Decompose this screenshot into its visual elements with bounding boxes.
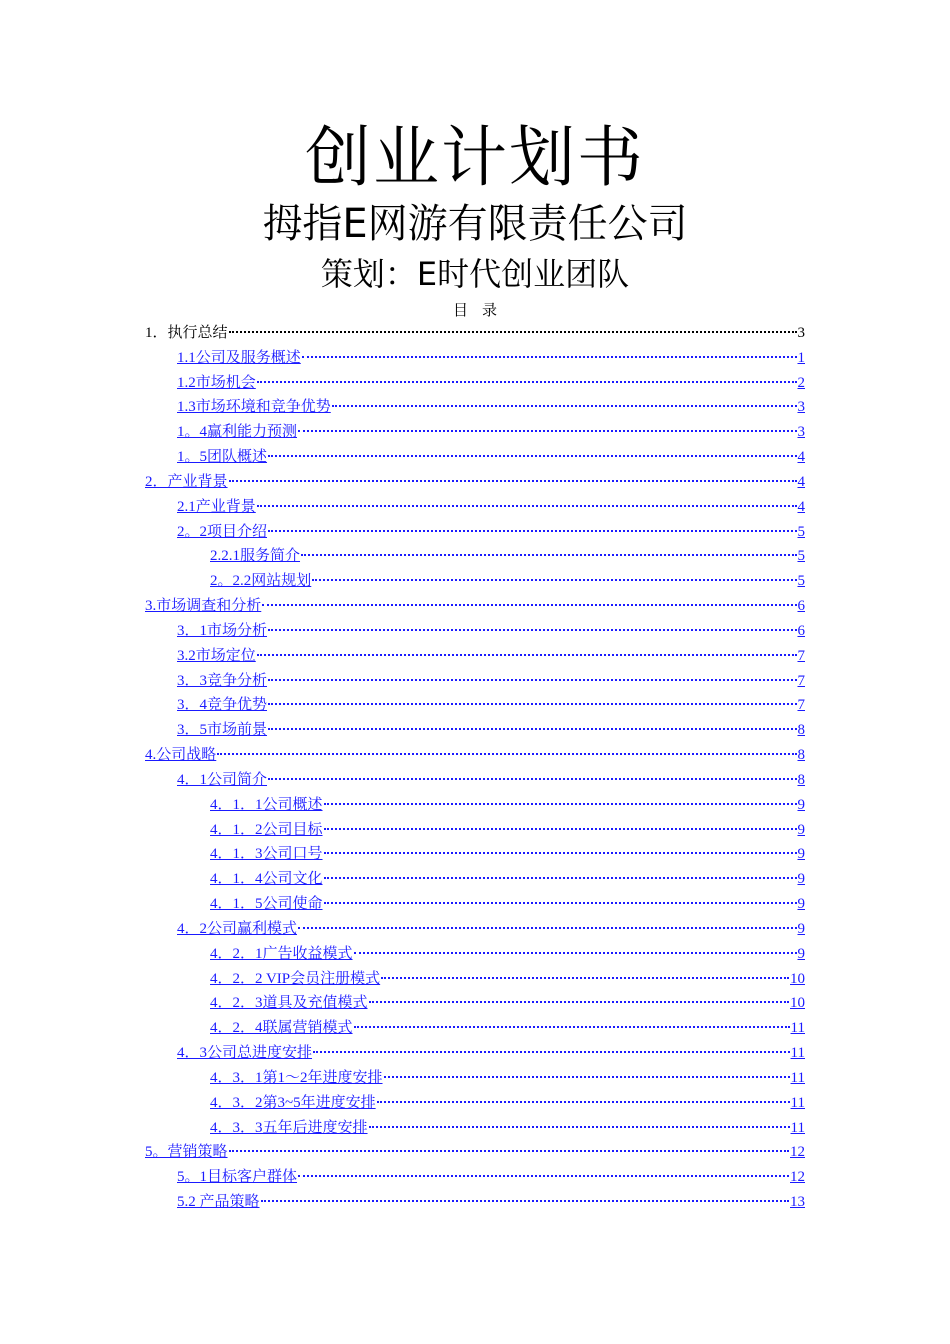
- toc-dot-leader: [369, 1126, 790, 1128]
- toc-entry[interactable]: [145, 470, 805, 494]
- toc-entry-label: 4．1．4公司文化: [210, 871, 323, 888]
- toc-dot-leader: [262, 604, 796, 606]
- toc-entry-page-number: 8: [797, 747, 805, 764]
- toc-entry-label: 4．3．3五年后进度安排: [210, 1119, 368, 1136]
- toc-entry-page-number: 9: [797, 871, 805, 888]
- toc-entry-page-number: 6: [797, 598, 805, 615]
- toc-entry-label: 5.2 产品策略: [177, 1194, 260, 1211]
- toc-entry-page-number: 12: [790, 1144, 805, 1161]
- toc-entry: [145, 321, 805, 345]
- toc-dot-leader: [324, 828, 797, 830]
- toc-dot-leader: [312, 579, 796, 581]
- toc-entry-label: 4．1．5公司使命: [210, 896, 323, 913]
- toc-entry[interactable]: [177, 445, 805, 469]
- company-name: 拇指E网游有限责任公司: [262, 201, 688, 247]
- toc-dot-leader: [217, 753, 796, 755]
- toc-entry-page-number: 9: [797, 796, 805, 813]
- toc-entry-page-number: 5: [797, 573, 805, 590]
- toc-dot-leader: [332, 405, 797, 407]
- toc-entry[interactable]: [177, 346, 805, 370]
- toc-entry[interactable]: [210, 892, 805, 916]
- toc-entry-label: 3.2市场定位: [177, 647, 256, 664]
- toc-dot-leader: [324, 803, 797, 805]
- toc-entry-page-number: 8: [797, 722, 805, 739]
- document-title: 创业计划书: [305, 119, 645, 196]
- toc-entry[interactable]: [145, 743, 805, 767]
- toc-entry-label: 2。2项目介绍: [177, 523, 268, 540]
- toc-entry[interactable]: [210, 818, 805, 842]
- toc-entry-label: 4．1公司简介: [177, 771, 268, 788]
- toc-entry[interactable]: [210, 1091, 805, 1115]
- toc-entry-page-number: 5: [797, 523, 805, 540]
- toc-entry[interactable]: [177, 1165, 805, 1189]
- toc-entry-page-number: 9: [797, 846, 805, 863]
- toc-entry-label: 2。2.2网站规划: [210, 573, 312, 590]
- toc-entry-page-number: 7: [797, 647, 805, 664]
- toc-dot-leader: [301, 554, 796, 556]
- toc-dot-leader: [257, 654, 797, 656]
- toc-entry-page-number: 4: [797, 473, 805, 490]
- toc-entry[interactable]: [210, 842, 805, 866]
- toc-entry-label: 2.1产业背景: [177, 498, 256, 515]
- toc-entry-label: 4．2公司赢利模式: [177, 920, 298, 937]
- toc-entry-label: 2．产业背景: [145, 473, 228, 490]
- toc-entry-page-number: 9: [797, 821, 805, 838]
- toc-entry-page-number: 7: [797, 672, 805, 689]
- toc-dot-leader: [313, 1051, 790, 1053]
- toc-entry-label: 3.市场调查和分析: [145, 598, 262, 615]
- toc-entry-label: 4.公司战略: [145, 747, 217, 764]
- toc-entry-label: 1.3市场环境和竞争优势: [177, 399, 331, 416]
- toc-entry[interactable]: [210, 991, 805, 1015]
- toc-entry-page-number: 11: [790, 1045, 805, 1062]
- toc-dot-leader: [229, 1150, 789, 1152]
- toc-entry-label: 1。5团队概述: [177, 449, 268, 466]
- toc-entry-page-number: 9: [797, 920, 805, 937]
- toc-dot-leader: [354, 1026, 790, 1028]
- toc-entry[interactable]: [210, 1016, 805, 1040]
- toc-dot-leader: [257, 381, 797, 383]
- toc-entry-label: 5。1目标客户群体: [177, 1169, 298, 1186]
- toc-dot-leader: [229, 480, 797, 482]
- toc-entry-label: 4．3．1第1～2年进度安排: [210, 1069, 383, 1086]
- toc-entry[interactable]: [177, 1190, 805, 1214]
- toc-entry[interactable]: [177, 718, 805, 742]
- toc-entry-page-number: 6: [797, 622, 805, 639]
- toc-dot-leader: [377, 1101, 790, 1103]
- toc-entry[interactable]: [177, 768, 805, 792]
- toc-entry-label: 5。营销策略: [145, 1144, 228, 1161]
- toc-entry[interactable]: [177, 495, 805, 519]
- toc-entry[interactable]: [210, 793, 805, 817]
- toc-heading: 目录: [452, 301, 511, 319]
- toc-dot-leader: [268, 728, 796, 730]
- toc-dot-leader: [324, 902, 797, 904]
- toc-entry-page-number: 1: [797, 349, 805, 366]
- toc-entry[interactable]: [210, 942, 805, 966]
- toc-entry-label: 3．5市场前景: [177, 722, 268, 739]
- toc-entry-page-number: 10: [790, 995, 805, 1012]
- toc-entry[interactable]: [210, 867, 805, 891]
- toc-dot-leader: [298, 1175, 789, 1177]
- toc-entry-page-number: 5: [797, 548, 805, 565]
- toc-entry-page-number: 2: [797, 374, 805, 391]
- toc-entry[interactable]: [145, 594, 805, 618]
- toc-dot-leader: [302, 356, 797, 358]
- toc-entry-page-number: 9: [797, 945, 805, 962]
- toc-dot-leader: [384, 1076, 790, 1078]
- toc-dot-leader: [268, 455, 796, 457]
- toc-entry-label: 1.2市场机会: [177, 374, 256, 391]
- toc-dot-leader: [268, 679, 796, 681]
- toc-entry[interactable]: [210, 569, 805, 593]
- toc-dot-leader: [257, 505, 797, 507]
- toc-dot-leader: [268, 703, 796, 705]
- toc-entry-label: 4．3．2第3~5年进度安排: [210, 1094, 376, 1111]
- toc-entry-page-number: 10: [790, 970, 805, 987]
- toc-entry-label: 1.1公司及服务概述: [177, 349, 301, 366]
- toc-dot-leader: [298, 927, 796, 929]
- toc-dot-leader: [229, 331, 797, 333]
- toc-dot-leader: [261, 1200, 789, 1202]
- toc-entry-label: 1．执行总结: [145, 325, 228, 341]
- toc-entry-label: 2.2.1服务简介: [210, 548, 301, 565]
- toc-dot-leader: [268, 530, 796, 532]
- toc-entry[interactable]: [210, 1066, 805, 1090]
- toc-entry[interactable]: [177, 1041, 805, 1065]
- toc-entry[interactable]: [177, 520, 805, 544]
- toc-entry[interactable]: [177, 619, 805, 643]
- toc-entry-label: 4．2．3道具及充值模式: [210, 995, 368, 1012]
- toc-dot-leader: [324, 852, 797, 854]
- toc-entry-page-number: 3: [797, 424, 805, 441]
- toc-entry[interactable]: [177, 395, 805, 419]
- toc-entry-page-number: 12: [790, 1169, 805, 1186]
- toc-entry-page-number: 11: [790, 1020, 805, 1037]
- toc-entry-label: 4．2．2 VIP会员注册模式: [210, 970, 381, 987]
- toc-entry[interactable]: [177, 371, 805, 395]
- toc-dot-leader: [354, 952, 797, 954]
- toc-dot-leader: [268, 778, 796, 780]
- team-name: 策划：E时代创业团队: [320, 255, 630, 293]
- toc-entry-page-number: 13: [790, 1194, 805, 1211]
- toc-entry-page-number: 9: [797, 896, 805, 913]
- toc-entry-page-number: 4: [797, 449, 805, 466]
- toc-entry-page-number: 11: [790, 1119, 805, 1136]
- toc-entry-label: 4．2．1广告收益模式: [210, 945, 353, 962]
- toc-entry[interactable]: [177, 669, 805, 693]
- toc-dot-leader: [298, 430, 796, 432]
- toc-entry[interactable]: [145, 1140, 805, 1164]
- toc-entry[interactable]: [177, 693, 805, 717]
- toc-entry-label: 4．2．4联属营销模式: [210, 1020, 353, 1037]
- toc-entry-label: 3．4竞争优势: [177, 697, 268, 714]
- toc-dot-leader: [369, 1001, 789, 1003]
- toc-entry[interactable]: [177, 917, 805, 941]
- toc-entry[interactable]: [210, 544, 805, 568]
- toc-entry-label: 4．1．3公司口号: [210, 846, 323, 863]
- toc-entry[interactable]: [210, 967, 805, 991]
- toc-entry-label: 1。4赢利能力预测: [177, 424, 298, 441]
- toc-dot-leader: [268, 629, 796, 631]
- toc-entry[interactable]: [177, 644, 805, 668]
- toc-entry[interactable]: [210, 1116, 805, 1140]
- toc-entry-page-number: 3: [797, 399, 805, 416]
- toc-dot-leader: [324, 877, 797, 879]
- toc-dot-leader: [381, 977, 789, 979]
- toc-entry-page-number: 7: [797, 697, 805, 714]
- toc-entry-label: 4．1．1公司概述: [210, 796, 323, 813]
- toc-entry-label: 3．1市场分析: [177, 622, 268, 639]
- toc-entry-page-number: 11: [790, 1069, 805, 1086]
- toc-entry-page-number: 8: [797, 771, 805, 788]
- toc-entry-label: 4．3公司总进度安排: [177, 1045, 313, 1062]
- toc-entry-label: 4．1．2公司目标: [210, 821, 323, 838]
- toc-entry[interactable]: [177, 420, 805, 444]
- toc-entry-page-number: 3: [797, 325, 805, 341]
- toc-entry-label: 3．3竞争分析: [177, 672, 268, 689]
- toc-entry-page-number: 11: [790, 1094, 805, 1111]
- toc-entry-page-number: 4: [797, 498, 805, 515]
